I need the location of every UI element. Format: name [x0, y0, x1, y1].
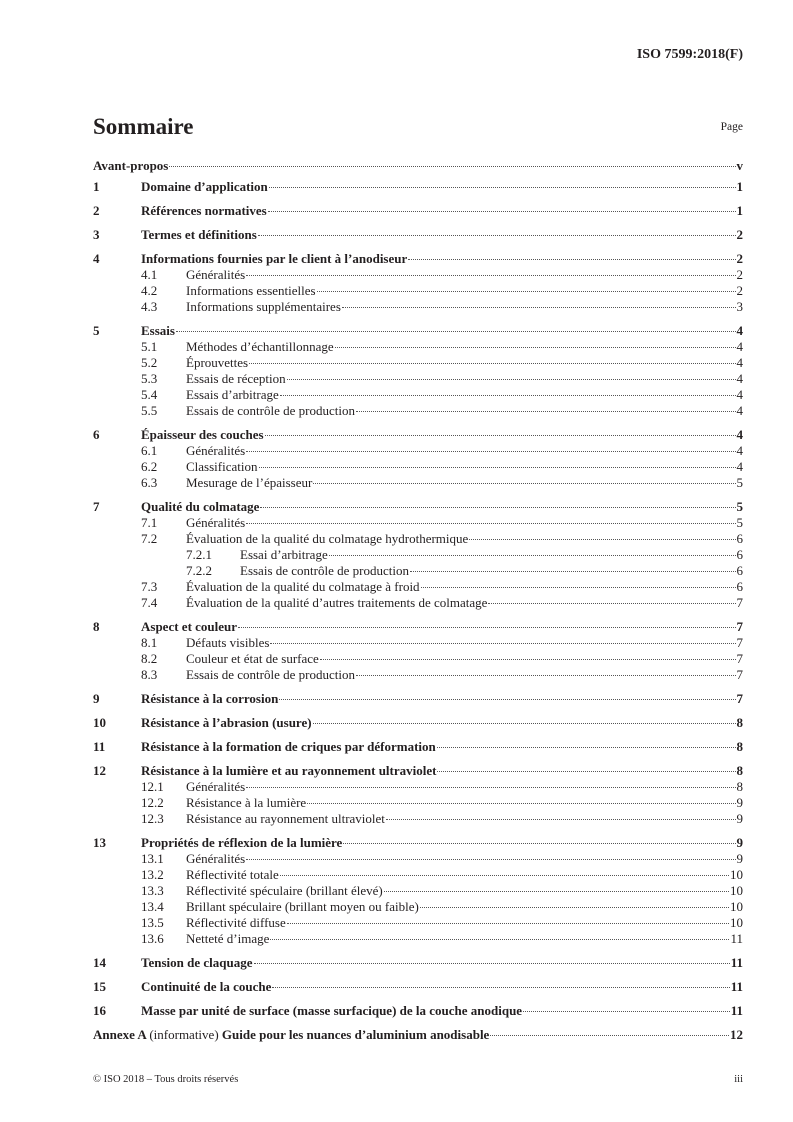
toc-entry-page: 9	[736, 795, 743, 810]
toc-entry-page: 9	[736, 811, 743, 826]
toc-entry-number: 5.3	[141, 371, 158, 386]
toc-annex-title[interactable]	[93, 1027, 489, 1043]
toc-entry-title[interactable]: Informations fournies par le client à l’anodiseur	[141, 251, 408, 266]
dot-leader	[342, 307, 736, 308]
footer	[93, 1074, 743, 1085]
toc-entry-title[interactable]: Avant-propos	[93, 158, 169, 173]
dot-leader	[269, 187, 736, 188]
toc-entry-title[interactable]: Généralités	[186, 779, 246, 794]
toc-entry-number: 5.4	[141, 387, 158, 402]
toc-entry-title[interactable]: Évaluation de la qualité du colmatage hydrothermique	[186, 531, 469, 546]
toc-entry-title[interactable]: Réflectivité spéculaire (brillant élevé)	[186, 883, 383, 898]
toc-entry-title[interactable]: Essais de contrôle de production	[186, 667, 355, 682]
dot-leader	[249, 363, 735, 364]
toc-entry[interactable]	[93, 158, 743, 174]
toc-entry-number: 5	[93, 323, 100, 338]
toc-entry-number: 7.3	[141, 579, 158, 594]
dot-leader	[280, 395, 736, 396]
toc-entry-number: 7.1	[141, 515, 158, 530]
toc-entry-page: 1	[736, 179, 743, 194]
toc-entry[interactable]	[93, 339, 743, 355]
toc-entry[interactable]	[93, 851, 743, 867]
toc-entry[interactable]	[93, 795, 743, 811]
toc-entry-page: 7	[736, 651, 743, 666]
toc-entry-page: 4	[736, 323, 743, 338]
toc-entry-title[interactable]: Aspect et couleur	[141, 619, 238, 634]
toc-entry-title[interactable]: Évaluation de la qualité du colmatage à froid	[186, 579, 420, 594]
toc-entry-page: 6	[736, 531, 743, 546]
dot-leader	[272, 987, 729, 988]
toc-entry-title[interactable]: Résistance à la lumière	[186, 795, 307, 810]
toc-entry-title[interactable]: Résistance au rayonnement ultraviolet	[186, 811, 385, 826]
dot-leader	[265, 435, 736, 436]
toc-entry[interactable]	[93, 267, 743, 283]
toc-entry-title[interactable]: Brillant spéculaire (brillant moyen ou faible)	[186, 899, 419, 914]
toc-entry-page: 4	[736, 339, 743, 354]
toc-entry[interactable]	[93, 931, 743, 947]
dot-leader	[287, 923, 729, 924]
toc-entry-title[interactable]: Références normatives	[141, 203, 267, 218]
dot-leader	[386, 819, 736, 820]
toc-entry-title[interactable]: Généralités	[186, 515, 246, 530]
dot-leader	[356, 675, 736, 676]
toc-entry-number: 10	[93, 715, 106, 730]
toc-entry[interactable]	[93, 867, 743, 883]
dot-leader	[317, 291, 736, 292]
toc-entry[interactable]	[93, 691, 743, 707]
toc-entry-title[interactable]: Évaluation de la qualité d’autres traitements de colmatage	[186, 595, 488, 610]
toc-entry-page: 8	[736, 739, 743, 754]
toc-entry-page: 8	[736, 779, 743, 794]
toc-entry-number: 13.2	[141, 867, 164, 882]
toc-entry-number: 13.6	[141, 931, 164, 946]
toc-entry-number: 8.2	[141, 651, 158, 666]
toc-entry-number: 13	[93, 835, 106, 850]
toc-entry-number: 3	[93, 227, 100, 242]
toc-entry-page: 11	[730, 931, 743, 946]
toc-entry-page: 3	[736, 299, 743, 314]
toc-entry-number: 8	[93, 619, 100, 634]
toc-entry[interactable]	[93, 579, 743, 595]
toc-entry[interactable]	[93, 515, 743, 531]
toc-entry-page: 8	[736, 763, 743, 778]
dot-leader	[469, 539, 735, 540]
toc-entry-number: 15	[93, 979, 106, 994]
toc-entry[interactable]	[93, 299, 743, 315]
toc-entry-page: 6	[736, 563, 743, 578]
dot-leader	[384, 891, 729, 892]
annex-title: Guide pour les nuances d’aluminium anodisable	[221, 1027, 490, 1042]
dot-leader	[313, 723, 736, 724]
toc-entry-title[interactable]: Informations essentielles	[186, 283, 316, 298]
toc-entry-page: 11	[730, 979, 743, 994]
toc-entry[interactable]	[93, 667, 743, 683]
dot-leader	[523, 1011, 730, 1012]
toc-entry-title[interactable]: Généralités	[186, 851, 246, 866]
toc-entry-number: 8.1	[141, 635, 158, 650]
toc-entry-title[interactable]: Essais de contrôle de production	[186, 403, 355, 418]
toc-entry-title[interactable]: Généralités	[186, 443, 246, 458]
toc-entry-page: 5	[736, 499, 743, 514]
toc-entry[interactable]	[93, 443, 743, 459]
toc-entry-title[interactable]: Tension de claquage	[141, 955, 253, 970]
toc-entry-page: 2	[736, 267, 743, 282]
dot-leader	[437, 747, 736, 748]
toc-entry-number: 16	[93, 1003, 106, 1018]
dot-leader	[287, 379, 736, 380]
toc-entry[interactable]	[93, 403, 743, 419]
toc-entry-number: 4.2	[141, 283, 158, 298]
toc-entry[interactable]	[93, 915, 743, 931]
toc-entry[interactable]	[93, 835, 743, 851]
dot-leader	[246, 451, 735, 452]
toc-entry-number: 5.5	[141, 403, 158, 418]
toc-entry-number: 11	[93, 739, 106, 754]
dot-leader	[260, 507, 735, 508]
page-number: iii	[734, 1074, 743, 1085]
toc-entry-title[interactable]: Résistance à la formation de criques par déformation	[141, 739, 436, 754]
dot-leader	[176, 331, 736, 332]
toc-entry-page: 8	[736, 715, 743, 730]
copyright: © ISO 2018 – Tous droits réservés	[93, 1074, 239, 1085]
table-of-contents	[93, 158, 743, 1043]
toc-entry[interactable]	[93, 251, 743, 267]
toc-entry-title[interactable]: Résistance à l’abrasion (usure)	[141, 715, 312, 730]
toc-entry-number: 12.3	[141, 811, 164, 826]
toc-entry[interactable]	[93, 715, 743, 731]
toc-entry-page: 2	[736, 251, 743, 266]
toc-entry[interactable]	[93, 475, 743, 491]
toc-entry[interactable]	[93, 763, 743, 779]
dot-leader	[408, 259, 735, 260]
toc-entry-page: 4	[736, 387, 743, 402]
toc-entry[interactable]	[93, 563, 743, 579]
dot-leader	[258, 235, 736, 236]
toc-entry-number: 13.5	[141, 915, 164, 930]
dot-leader	[246, 523, 735, 524]
toc-entry[interactable]	[93, 955, 743, 971]
toc-entry-number: 5.1	[141, 339, 158, 354]
dot-leader	[490, 1035, 729, 1036]
toc-entry[interactable]	[93, 619, 743, 635]
toc-entry-page: 7	[736, 667, 743, 682]
toc-entry-number: 13.1	[141, 851, 164, 866]
toc-entry[interactable]	[93, 595, 743, 611]
toc-entry[interactable]	[93, 531, 743, 547]
toc-entry-number: 6.1	[141, 443, 158, 458]
toc-entry[interactable]	[93, 427, 743, 443]
toc-entry-title[interactable]: Réflectivité totale	[186, 867, 279, 882]
toc-entry[interactable]	[93, 811, 743, 827]
toc-entry-title[interactable]: Qualité du colmatage	[141, 499, 260, 514]
toc-entry[interactable]	[93, 355, 743, 371]
toc-entry-title[interactable]: Essais	[141, 323, 175, 338]
dot-leader	[169, 166, 735, 167]
dot-leader	[279, 699, 735, 700]
toc-entry[interactable]	[93, 179, 743, 195]
toc-entry[interactable]	[93, 739, 743, 755]
dot-leader	[246, 787, 735, 788]
toc-entry[interactable]	[93, 979, 743, 995]
toc-entry-number: 4.1	[141, 267, 158, 282]
toc-entry-title[interactable]: Propriétés de réflexion de la lumière	[141, 835, 343, 850]
toc-entry[interactable]	[93, 227, 743, 243]
dot-leader	[280, 875, 729, 876]
toc-entry-title[interactable]: Essais d’arbitrage	[186, 387, 279, 402]
toc-entry-number: 12.2	[141, 795, 164, 810]
page-column-label: Page	[720, 121, 743, 133]
toc-entry[interactable]	[93, 203, 743, 219]
toc-entry-title[interactable]: Résistance à la lumière et au rayonnement ultraviolet	[141, 763, 437, 778]
toc-entry-page: v	[736, 158, 743, 173]
toc-entry-title[interactable]: Essais de contrôle de production	[240, 563, 409, 578]
toc-entry-page: 6	[736, 547, 743, 562]
dot-leader	[268, 211, 736, 212]
toc-entry-number: 7.2.1	[186, 547, 212, 562]
dot-leader	[320, 659, 736, 660]
toc-entry-title[interactable]: Masse par unité de surface (masse surfacique) de la couche anodique	[141, 1003, 523, 1018]
toc-entry[interactable]	[93, 779, 743, 795]
dot-leader	[488, 603, 735, 604]
toc-entry[interactable]	[93, 883, 743, 899]
toc-entry-title[interactable]: Résistance à la corrosion	[141, 691, 279, 706]
dot-leader	[313, 483, 735, 484]
toc-entry-title[interactable]: Épaisseur des couches	[141, 427, 264, 442]
toc-entry-number: 13.3	[141, 883, 164, 898]
toc-entry-page: 10	[730, 883, 743, 898]
toc-entry-title[interactable]: Méthodes d’échantillonnage	[186, 339, 334, 354]
toc-entry-number: 6.3	[141, 475, 158, 490]
toc-entry-number: 6.2	[141, 459, 158, 474]
dot-leader	[410, 571, 736, 572]
toc-entry-number: 6	[93, 427, 100, 442]
annex-qualifier: (informative)	[149, 1027, 219, 1042]
toc-entry-number: 9	[93, 691, 100, 706]
toc-entry-page: 10	[730, 867, 743, 882]
toc-entry-title[interactable]: Couleur et état de surface	[186, 651, 319, 666]
toc-entry-page: 4	[736, 355, 743, 370]
toc-entry-page: 4	[736, 443, 743, 458]
dot-leader	[307, 803, 735, 804]
toc-entry-page: 5	[736, 475, 743, 490]
toc-entry-page: 5	[736, 515, 743, 530]
toc-entry-page: 2	[736, 283, 743, 298]
toc-entry-number: 7.4	[141, 595, 158, 610]
dot-leader	[343, 843, 735, 844]
toc-entry-number: 7.2.2	[186, 563, 212, 578]
toc-entry[interactable]	[93, 1003, 743, 1019]
toc-entry-title[interactable]: Informations supplémentaires	[186, 299, 341, 314]
dot-leader	[270, 643, 735, 644]
toc-entry-number: 12.1	[141, 779, 164, 794]
toc-entry-title[interactable]: Domaine d’application	[141, 179, 268, 194]
toc-entry[interactable]	[93, 387, 743, 403]
toc-entry-number: 1	[93, 179, 100, 194]
toc-entry[interactable]	[93, 651, 743, 667]
dot-leader	[238, 627, 735, 628]
toc-entry[interactable]	[93, 547, 743, 563]
dot-leader	[335, 347, 736, 348]
toc-entry-page: 4	[736, 403, 743, 418]
toc-entry-number: 8.3	[141, 667, 158, 682]
document-id: ISO 7599:2018(F)	[636, 47, 743, 62]
toc-entry-page: 11	[730, 1003, 743, 1018]
toc-entry-title[interactable]: Éprouvettes	[186, 355, 249, 370]
toc-entry-page: 7	[736, 595, 743, 610]
toc-entry-number: 7	[93, 499, 100, 514]
toc-entry-title[interactable]: Défauts visibles	[186, 635, 270, 650]
toc-entry-title[interactable]: Netteté d’image	[186, 931, 270, 946]
toc-entry-number: 4	[93, 251, 100, 266]
toc-entry-page: 6	[736, 579, 743, 594]
toc-entry-number: 14	[93, 955, 106, 970]
dot-leader	[437, 771, 735, 772]
dot-leader	[356, 411, 736, 412]
toc-entry[interactable]	[93, 499, 743, 515]
toc-entry-page: 7	[736, 619, 743, 634]
toc-entry-page: 4	[736, 371, 743, 386]
toc-entry-number: 12	[93, 763, 106, 778]
toc-entry-number: 13.4	[141, 899, 164, 914]
dot-leader	[421, 587, 736, 588]
annex-label: Annexe A	[93, 1027, 147, 1042]
page-title: Sommaire	[93, 114, 194, 139]
toc-entry-page: 7	[736, 635, 743, 650]
toc-entry-number: 7.2	[141, 531, 158, 546]
toc-entry-title[interactable]: Classification	[186, 459, 258, 474]
toc-entry-title[interactable]: Essais de réception	[186, 371, 286, 386]
toc-entry-title[interactable]: Réflectivité diffuse	[186, 915, 286, 930]
toc-entry-number: 5.2	[141, 355, 158, 370]
toc-entry[interactable]	[93, 459, 743, 475]
toc-entry-title[interactable]: Mesurage de l’épaisseur	[186, 475, 313, 490]
toc-entry-page: 4	[736, 427, 743, 442]
toc-entry-page: 9	[736, 835, 743, 850]
dot-leader	[420, 907, 729, 908]
toc-entry-number: 4.3	[141, 299, 158, 314]
toc-entry-title[interactable]: Continuité de la couche	[141, 979, 272, 994]
toc-entry-number: 2	[93, 203, 100, 218]
toc-entry-page: 9	[736, 851, 743, 866]
toc-entry[interactable]	[93, 899, 743, 915]
dot-leader	[329, 555, 736, 556]
toc-entry-page: 11	[730, 955, 743, 970]
toc-entry-title[interactable]: Essai d’arbitrage	[240, 547, 328, 562]
toc-entry-page: 10	[730, 915, 743, 930]
toc-entry-annex[interactable]	[93, 1027, 743, 1043]
toc-entry[interactable]	[93, 283, 743, 299]
toc-entry-page: 2	[736, 227, 743, 242]
toc-entry-page: 12	[730, 1027, 743, 1042]
toc-entry-page: 10	[730, 899, 743, 914]
dot-leader	[246, 859, 735, 860]
toc-entry[interactable]	[93, 323, 743, 339]
toc-entry[interactable]	[93, 635, 743, 651]
toc-entry-title[interactable]: Termes et définitions	[141, 227, 257, 242]
dot-leader	[246, 275, 735, 276]
toc-entry-page: 4	[736, 459, 743, 474]
dot-leader	[270, 939, 729, 940]
toc-entry-title[interactable]: Généralités	[186, 267, 246, 282]
toc-entry[interactable]	[93, 371, 743, 387]
toc-entry-page: 7	[736, 691, 743, 706]
toc-entry-page: 1	[736, 203, 743, 218]
dot-leader	[254, 963, 730, 964]
dot-leader	[259, 467, 736, 468]
